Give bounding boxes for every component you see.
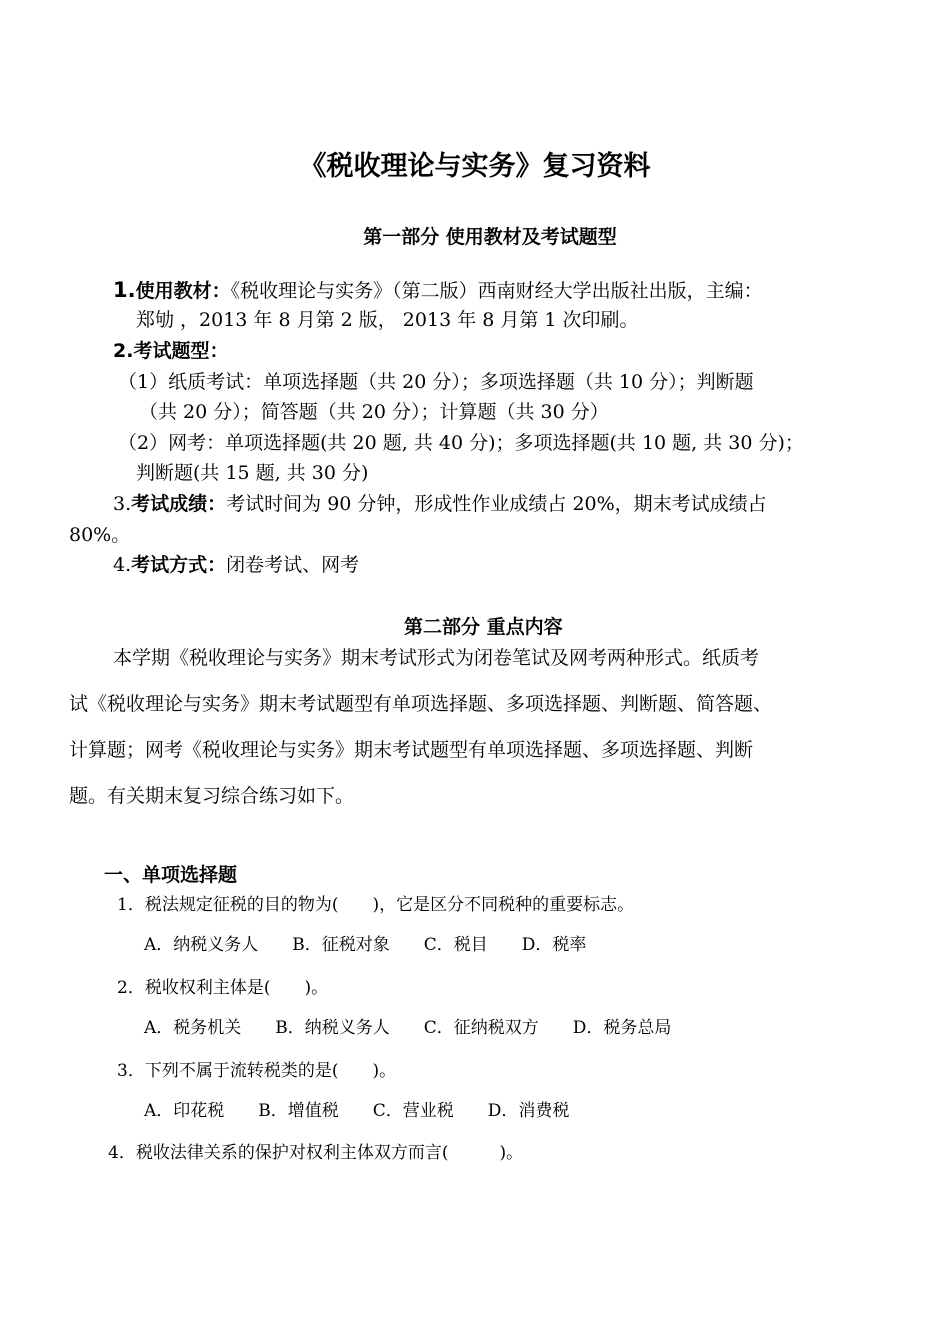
- item3-line1: [113, 489, 767, 519]
- item3-num: 3.: [113, 493, 132, 515]
- item1-text: 《税收理论与实务》（第二版）西南财经大学出版社出版，主编：: [230, 280, 763, 302]
- question-2: 2．税收权利主体是( )。: [117, 978, 329, 998]
- item3-line2: 80%。: [69, 524, 131, 546]
- item4-label: 考试方式：: [131, 554, 227, 576]
- question-3-options: A．印花税 B．增值税 C．营业税 D．消费税: [144, 1101, 570, 1121]
- item2-paper-line2: （共 20 分）；简答题（共 20 分）；计算题（共 30 分）: [139, 401, 609, 423]
- item2-paper-line1: （1）纸质考试：单项选择题（共 20 分）；多项选择题（共 10 分）；判断题: [118, 371, 754, 393]
- question-4: 4．税收法律关系的保护对权利主体双方而言( )。: [108, 1143, 524, 1163]
- question-2-options: A．税务机关 B．纳税义务人 C．征纳税双方 D．税务总局: [144, 1018, 672, 1038]
- part1-heading: 第一部分 使用教材及考试题型: [363, 226, 617, 248]
- item4-text: 闭卷考试、网考: [226, 554, 360, 576]
- item3-text: 考试时间为 90 分钟，形成性作业成绩占 20%，期末考试成绩占: [226, 493, 767, 515]
- part2-heading: 第二部分 重点内容: [404, 616, 563, 638]
- item3-label: 考试成绩：: [131, 493, 227, 515]
- item1-line2: 郑劬 ，2013 年 8 月第 2 版， 2013 年 8 月第 1 次印刷。: [136, 309, 639, 331]
- item2-online-line1: （2）网考：单项选择题(共 20 题, 共 40 分)；多项选择题(共 10 题, 共 30 分)；: [118, 432, 804, 454]
- question-1: 1．税法规定征税的目的物为( )，它是区分不同税种的重要标志。: [117, 895, 635, 915]
- item4-line: [113, 550, 359, 580]
- item1-label: 使用教材：: [135, 280, 231, 302]
- item1-line1: [113, 275, 763, 306]
- item1-num: 1.: [113, 278, 136, 302]
- part2-para-line-4: 题。有关期末复习综合练习如下。: [69, 785, 355, 807]
- page-title: 《税收理论与实务》复习资料: [299, 151, 651, 182]
- section1-heading: 一、单项选择题: [104, 864, 238, 886]
- item2-online-line2: 判断题(共 15 题, 共 30 分): [136, 462, 369, 484]
- part2-para-line-1: 本学期《税收理论与实务》期末考试形式为闭卷笔试及网考两种形式。纸质考: [113, 647, 760, 669]
- item4-num: 4.: [113, 554, 132, 576]
- part2-para-line-2: 试《税收理论与实务》期末考试题型有单项选择题、多项选择题、判断题、简答题、: [69, 693, 773, 715]
- part2-para-line-3: 计算题；网考《税收理论与实务》期末考试题型有单项选择题、多项选择题、判断: [69, 739, 754, 761]
- question-3: 3．下列不属于流转税类的是( )。: [117, 1061, 397, 1081]
- question-1-options: A．纳税义务人 B．征税对象 C．税目 D．税率: [144, 935, 587, 955]
- item2-label: 2.考试题型：: [113, 340, 229, 362]
